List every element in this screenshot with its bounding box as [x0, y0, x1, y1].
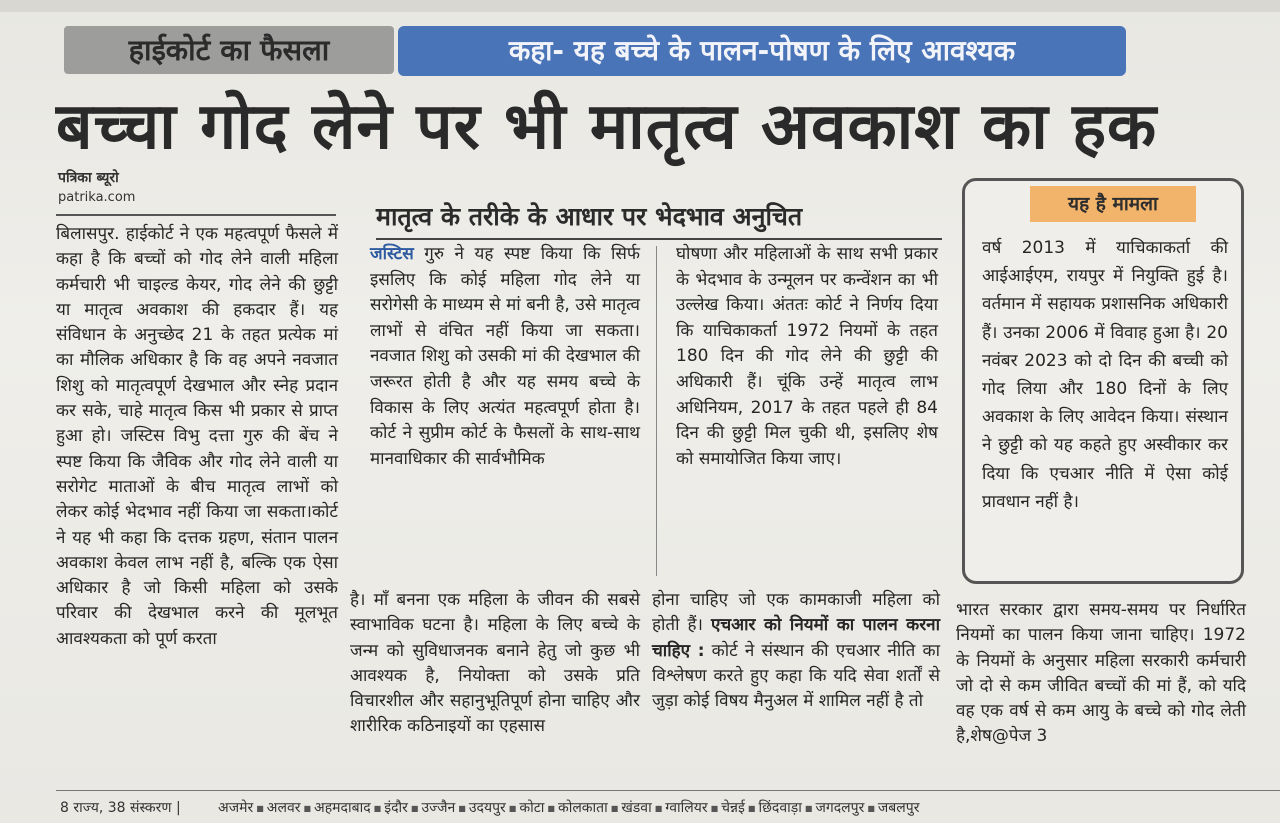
article-column-3-bottom: [652, 588, 940, 714]
edition-info: 8 राज्य, 38 संस्करण |: [60, 800, 181, 816]
case-box-tag-text: यह है मामला: [1068, 193, 1158, 215]
edition-city: ■ उज्जैन: [408, 800, 455, 816]
edition-city: अजमेर: [218, 800, 254, 816]
article-column-2-bottom: है। माँ बनना एक महिला के जीवन की सबसे स्वाभाविक घटना है। महिला के लिए बच्चे के जन्म को सुविधाजनक बनाने हेतु जो कुछ भी आवश्यक है, नियोक्ता को उसके प्रति विचारशील और सहानुभूतिपूर्ण होना चाहिए और शारीरिक कठिनाइयों का एहसास: [350, 590, 640, 737]
inline-subheading: एचआर को नियमों का पालन करना चाहिए :: [652, 615, 941, 661]
top-strip: [0, 0, 1280, 12]
article-column-2-top: [370, 242, 640, 472]
byline-site: patrika.com: [58, 190, 136, 205]
kicker-label: [64, 26, 394, 74]
edition-city: ■ अलवर: [253, 800, 300, 816]
footer-rule: [56, 790, 1280, 791]
edition-city: ■ कोलकाता: [544, 800, 607, 816]
article-column-4-bottom: भारत सरकार द्वारा समय-समय पर निर्धारित नियमों का पालन किया जाना चाहिए। 1972 के नियमों के अनुसार महिला सरकारी कर्मचारी जो दो से कम जीवित बच्चों की मां हैं, को यदि वह एक वर्ष से कम आयु के बच्चे को गोद लेती है,शेष@पेज 3: [956, 600, 1246, 747]
column-divider: [656, 246, 657, 576]
edition-city: ■ अहमदाबाद: [300, 800, 370, 816]
subheading: [376, 198, 942, 240]
article-column-1: बिलासपुर. हाईकोर्ट ने एक महत्वपूर्ण फैसले में कहा है कि बच्चों को गोद लेने वाली महिला कर्मचारी भी चाइल्ड केयर, गोद लेने की छुट्टी या मातृत्व अवकाश की हकदार हैं। यह संविधान के अनुच्छेद 21 के तहत प्रत्येक मां का मौलिक अधिकार है कि वह अपने नवजात शिशु को मातृत्वपूर्ण देखभाल और स्नेह प्रदान कर सके, चाहे मातृत्व किस भी प्रकार से प्राप्त हुआ हो। जस्टिस विभु दत्ता गुरु की बेंच ने स्पष्ट किया कि जैविक और गोद लेने वाली या सरोगेट माताओं के बीच मातृत्व लाभों को लेकर कोई भेदभाव नहीं किया जा सकता।कोर्ट ने यह भी कहा कि दत्तक ग्रहण, संतान पालन अवकाश केवल लाभ नहीं है, बल्कि एक ऐसा अधिकार है जो किसी महिला को उसके परिवार की देखभाल करने की मूलभूत आवश्यकता को पूर्ण करता: [56, 224, 338, 649]
edition-city: ■ उदयपुर: [455, 800, 505, 816]
byline-bureau: पत्रिका ब्यूरो: [58, 170, 119, 186]
edition-city: ■ जबलपुर: [864, 800, 919, 816]
edition-city: ■ जगदलपुर: [802, 800, 864, 816]
article-column-3-top: घोषणा और महिलाओं के साथ सभी प्रकार के भेदभाव के उन्मूलन पर कन्वेंशन का भी उल्लेख किया। अंततः कोर्ट ने निर्णय दिया कि याचिकाकर्ता 1972 नियमों के तहत 180 दिन की गोद लेने की छुट्टी की अधिकारी हैं। चूंकि उन्हें मातृत्व लाभ अधिनियम, 2017 के तहत पहले ही 84 दिन की छुट्टी मिल चुकी थी, इसलिए शेष को समायोजित किया जाए।: [676, 244, 938, 469]
edition-city: ■ चेन्नई: [708, 800, 745, 816]
column-3-text-1: होना चाहिए जो एक कामकाजी महिला को होती हैं।: [652, 590, 940, 636]
edition-city: ■ कोटा: [506, 800, 545, 816]
kicker-banner: [398, 26, 1126, 76]
subheading-text: मातृत्व के तरीके के आधार पर भेदभाव अनुचित: [376, 202, 803, 231]
kicker-right-text: कहा- यह बच्चे के पालन-पोषण के लिए आवश्यक: [508, 34, 1016, 67]
lead-word: जस्टिस: [370, 244, 414, 264]
case-box-tag: [1030, 186, 1196, 222]
case-box-text: वर्ष 2013 में याचिकाकर्ता की आईआईएम, रायपुर में नियुक्ति हुई है। वर्तमान में सहायक प्रशासनिक अधिकारी हैं। उनका 2006 में विवाह हुआ है। 20 नवंबर 2023 को दो दिन की बच्ची को गोद लिया और 180 दिनों के लिए अवकाश के लिए आवेदन किया। संस्थान ने छुट्टी को यह कहते हुए अस्वीकार कर दिया कि एचआर नीति में ऐसा कोई प्रावधान नहीं है।: [982, 238, 1228, 512]
edition-city: ■ खंडवा: [608, 800, 652, 816]
byline-rule: [56, 214, 336, 216]
edition-city: ■ ग्वालियर: [652, 800, 708, 816]
edition-cities: [218, 798, 919, 817]
column-2-text: गुरु ने यह स्पष्ट किया कि सिर्फ इसलिए कि कोई महिला गोद लेने या सरोगेसी के माध्यम से मां बनी है, उसे मातृत्व लाभों से वंचित नहीं किया जा सकता। नवजात शिशु को उसकी मां की देखभाल की जरूरत होती है और यह समय बच्चे के विकास के लिए अत्यंत महत्वपूर्ण होता है। कोर्ट ने सुप्रीम कोर्ट के फैसलों के साथ-साथ मानवाधिकार की सार्वभौमिक: [370, 244, 640, 469]
kicker-left-text: हाईकोर्ट का फैसला: [128, 33, 330, 67]
edition-city: ■ इंदौर: [371, 800, 408, 816]
column-3-text-2: कोर्ट ने संस्थान की एचआर नीति का विश्लेषण करते हुए कहा कि यदि सेवा शर्तों से जुड़ा कोई विषय मैनुअल में शामिल नहीं है तो: [652, 640, 940, 712]
headline: बच्चा गोद लेने पर भी मातृत्व अवकाश का हक: [56, 90, 1158, 164]
edition-city: ■ छिंदवाड़ा: [745, 800, 802, 816]
